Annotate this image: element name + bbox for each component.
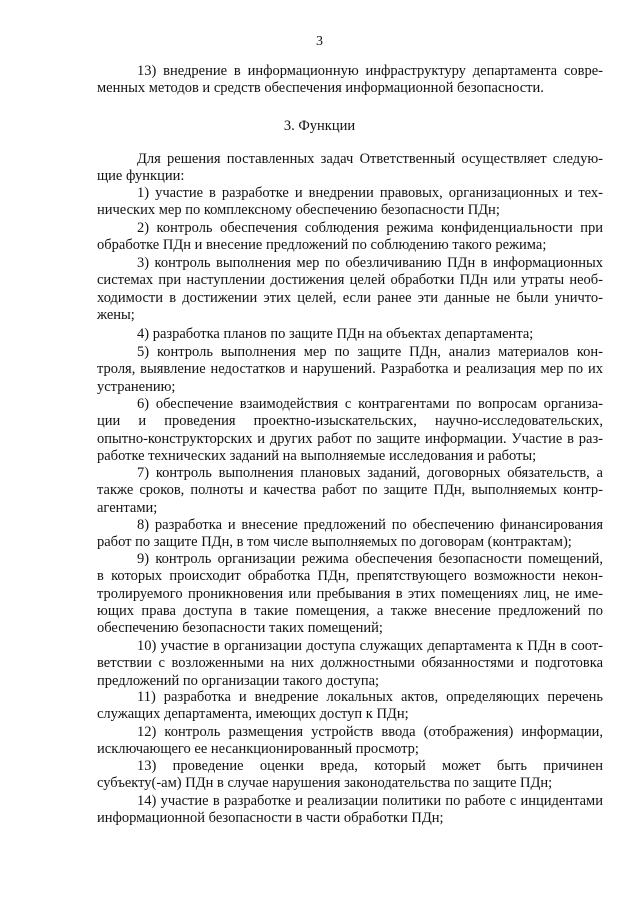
text-line: 12) контроль размещения устройств ввода (отображения) информации, bbox=[137, 724, 603, 740]
text-line: 11) разработка и внедрение локальных актов, определяющих перечень bbox=[137, 689, 603, 705]
text-line: системах при наступлении достижения целей обработки ПДн или утраты необ- bbox=[97, 272, 603, 289]
text-line: обработке ПДн и внесение предложений по соблюдению такого режима; bbox=[97, 237, 547, 254]
text-line: 7) контроль выполнения плановых заданий, договорных обязательств, а bbox=[137, 465, 603, 481]
text-line: работке технических заданий на выполняемые исследования и работы; bbox=[97, 447, 537, 464]
paragraph bbox=[97, 396, 603, 465]
paragraph bbox=[97, 724, 603, 759]
text-line: троля, выявление недостатков и нарушений. Разработка и реализация мер по их bbox=[97, 361, 603, 378]
text-line: 9) контроль организации режима обеспечения безопасности помещений, bbox=[137, 551, 603, 567]
text-line: 14) участие в разработке и реализации политики по работе с инцидентами bbox=[137, 793, 603, 809]
text-line: служащих департамента, имеющих доступ к ПДн; bbox=[97, 706, 409, 723]
page-number: 3 bbox=[316, 34, 323, 49]
paragraph bbox=[97, 185, 603, 220]
text-line: 10) участие в организации доступа служащих департамента к ПДн в соот- bbox=[137, 638, 603, 654]
text-line: ющих права доступа в такие помещения, а также внесение предложений по bbox=[97, 602, 603, 619]
text-line: в которых происходит обработка ПДн, препятствующего возможности некон- bbox=[97, 568, 603, 585]
text-line: 1) участие в разработке и внедрении правовых, организационных и тех- bbox=[137, 185, 603, 201]
paragraph bbox=[97, 689, 603, 724]
text-line: менных методов и средств обеспечения информационной безопасности. bbox=[97, 80, 544, 97]
text-line: 13) внедрение в информационную инфраструктуру департамента совре- bbox=[137, 63, 603, 79]
text-line: предложений по организации такого доступа; bbox=[97, 672, 380, 689]
text-line: щие функции: bbox=[97, 168, 185, 185]
paragraph bbox=[97, 255, 603, 324]
text-line: опытно-конструкторских и других работ по защите информации. Участие в раз- bbox=[97, 430, 603, 447]
text-line: исключающего ее несанкционированный просмотр; bbox=[97, 741, 419, 758]
text-line: ветствии с возложенными на них должностными обязанностями и подготовка bbox=[97, 655, 603, 672]
text-line: ходимости в достижении этих целей, если ранее эти данные не были уничто- bbox=[97, 289, 603, 306]
text-line: также сроков, полноты и качества работ по защите ПДн, выполняемых контр- bbox=[97, 482, 603, 499]
text-line: 8) разработка и внесение предложений по обеспечению финансирования bbox=[137, 517, 603, 533]
text-line: 5) контроль выполнения мер по защите ПДн, анализ материалов кон- bbox=[137, 344, 603, 360]
text-line: тролируемого проникновения или пребывания в этих помещениях лиц, не име- bbox=[97, 585, 603, 602]
paragraph bbox=[97, 638, 603, 690]
text-line: работ по защите ПДн, в том числе выполняемых по договорам (контрактам); bbox=[97, 534, 572, 551]
paragraph bbox=[97, 151, 603, 186]
text-line: 3) контроль выполнения мер по обезличиванию ПДн в информационных bbox=[137, 255, 603, 271]
text-line: Для решения поставленных задач Ответственный осуществляет следую- bbox=[137, 151, 603, 167]
paragraph bbox=[97, 517, 603, 552]
paragraph bbox=[97, 465, 603, 517]
text-line: нических мер по комплексному обеспечению безопасности ПДн; bbox=[97, 202, 500, 219]
text-line: 4) разработка планов по защите ПДн на объектах департамента; bbox=[137, 326, 534, 342]
section-title: 3. Функции bbox=[283, 118, 356, 134]
text-line: устранению; bbox=[97, 378, 176, 395]
paragraph bbox=[97, 551, 603, 637]
text-line: 13) проведение оценки вреда, который может быть причинен bbox=[137, 758, 603, 774]
paragraph bbox=[97, 220, 603, 255]
paragraph bbox=[97, 793, 603, 828]
text-line: 6) обеспечение взаимодействия с контрагентами по вопросам организа- bbox=[137, 396, 603, 412]
text-line: информационной безопасности в части обработки ПДн; bbox=[97, 810, 444, 827]
text-line: агентами; bbox=[97, 499, 158, 516]
text-line: жены; bbox=[97, 306, 135, 323]
paragraph bbox=[97, 63, 603, 98]
text-line: 2) контроль обеспечения соблюдения режима конфиденциальности при bbox=[137, 220, 603, 236]
text-line: обеспечению безопасности таких помещений; bbox=[97, 620, 383, 637]
text-line: субъекту(-ам) ПДн в случае нарушения законодательства по защите ПДн; bbox=[97, 775, 553, 792]
paragraph bbox=[97, 326, 603, 343]
text-line: ции и проведения проектно-изыскательских, научно-исследовательских, bbox=[97, 413, 603, 430]
paragraph bbox=[97, 344, 603, 396]
paragraph bbox=[97, 758, 603, 793]
